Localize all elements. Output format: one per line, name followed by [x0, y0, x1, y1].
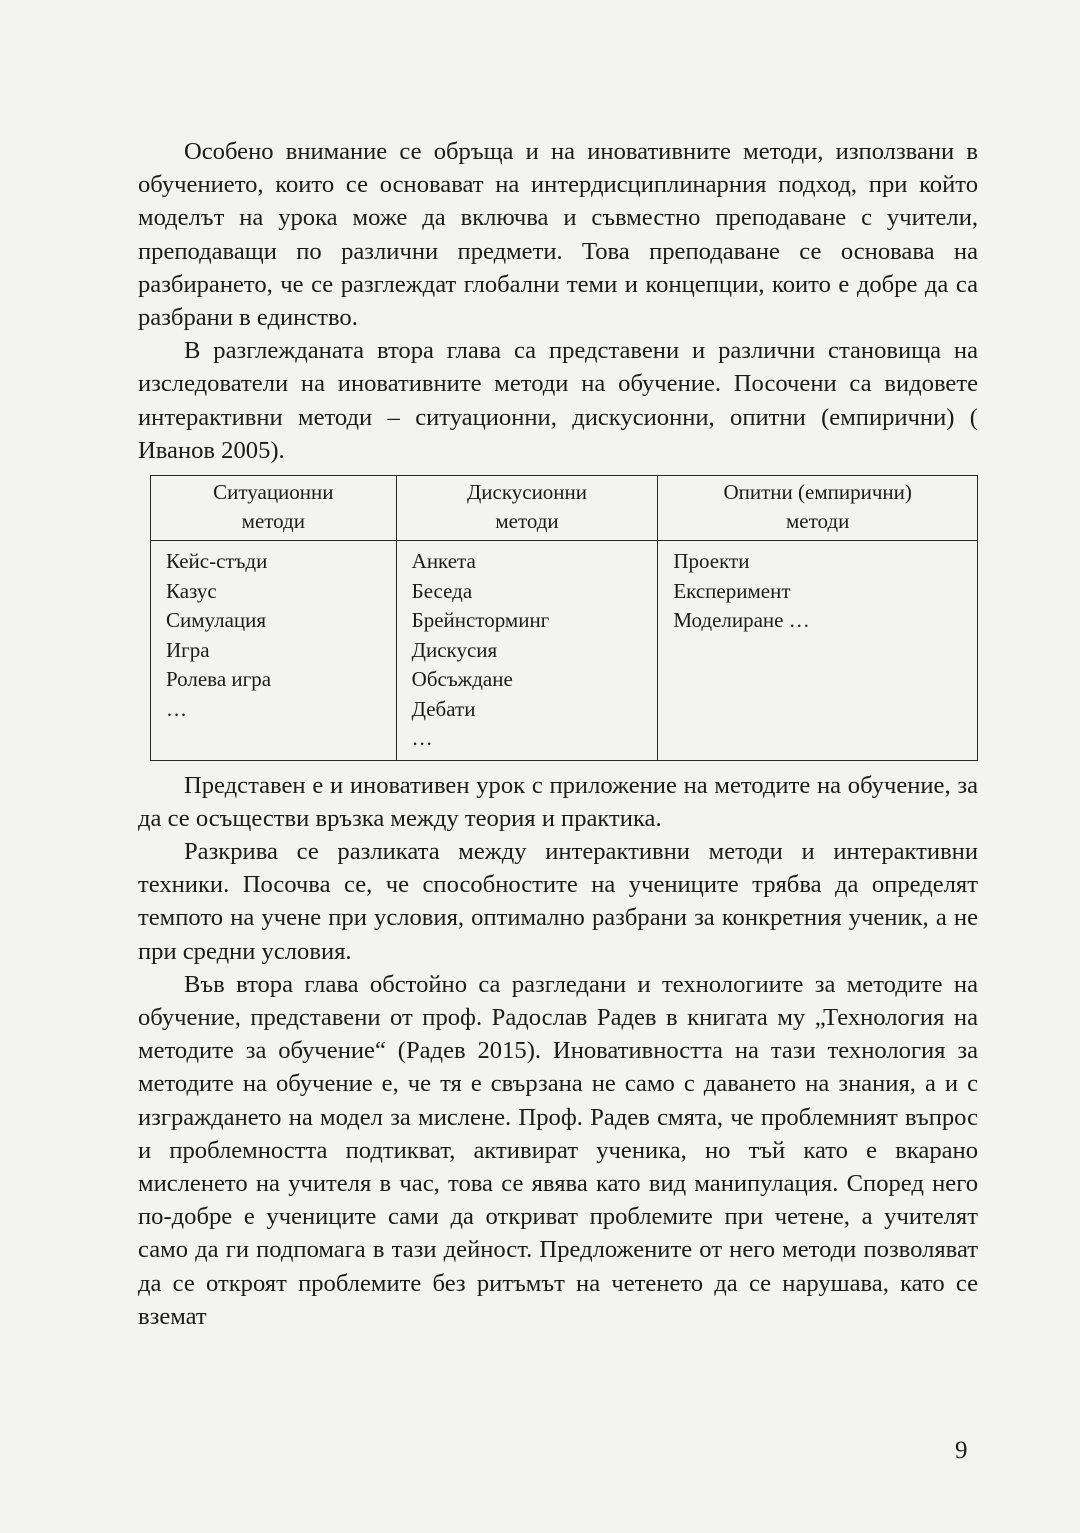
list-item: Моделиране …	[673, 608, 810, 633]
page-body	[138, 135, 978, 1333]
header-empirical-methods	[658, 476, 978, 541]
list-item: Експеримент	[673, 578, 791, 603]
header-line: Ситуационни	[213, 480, 334, 505]
discussion-methods-cell	[396, 541, 658, 761]
list-item: Игра	[166, 637, 210, 662]
header-line: методи	[786, 509, 850, 534]
list-item: Симулация	[166, 608, 267, 633]
table-header-row	[151, 476, 978, 541]
list-item: Дискусия	[411, 637, 498, 662]
paragraph-radev-technology: Във втора глава обстойно са разгледани и технологиите за методите на обучение, представени от проф. Радослав Радев в книгата му „Технология на методите за обучение“ (Радев 2015). Иновативността на тази технология за методите на обучение е, че тя е свързана не само с даването на знания, а и с изграждането на модел за мислене. Проф. Радев смята, че проблемният въпрос и проблемността подтикват, активират ученика, но тъй като е вкарано мисленето на учителя в час, това се явява като вид манипулация. Според него по-добре е учениците сами да откриват проблемите при четене, а учителят само да ги подпомага в тази дейност. Предложените от него методи позволяват да се откроят проблемите без ритъмът на четенето да се нарушава, като се вземат	[138, 970, 978, 1330]
paragraph-innovative-methods: Особено внимание се обръща и на иновативните методи, използвани в обучението, които се основават на интердисциплинарния подход, при който моделът на урока може да включва и съвместно преподаване с учители, преподаващи по различни предмети. Това преподаване се основава на разбирането, че се разглеждат глобални теми и концепции, които е добре да са разбрани в единство.	[138, 138, 978, 332]
list-item: Брейнсторминг	[411, 608, 550, 633]
list-item: Дебати	[411, 696, 476, 721]
page-number: 9	[955, 1437, 968, 1464]
empirical-methods-cell	[658, 541, 978, 761]
situational-methods-cell	[151, 541, 397, 761]
list-item: Ролева игра	[166, 667, 272, 692]
list-item: Проекти	[673, 549, 750, 574]
list-item: Обсъждане	[411, 667, 513, 692]
paragraph-second-chapter: В разглежданата втора глава са представени и различни становища на изследователи на иновативните методи на обучение. Посочени са видовете интерактивни методи – ситуационни, дискусионни, опитни (емпирични) ( Иванов 2005).	[138, 337, 978, 464]
list-item: Беседа	[411, 578, 473, 603]
list-item: Казус	[166, 578, 217, 603]
header-line: методи	[495, 509, 559, 534]
header-line: Дискусионни	[466, 480, 588, 505]
header-situational-methods	[151, 476, 397, 541]
list-item: …	[411, 726, 433, 751]
list-item: Анкета	[411, 549, 476, 574]
methods-table	[150, 475, 978, 761]
list-item: …	[166, 696, 187, 721]
table-row	[151, 541, 978, 761]
header-discussion-methods	[396, 476, 658, 541]
list-item: Кейс-стъди	[166, 549, 268, 574]
paragraph-methods-vs-techniques: Разкрива се разликата между интерактивни методи и интерактивни техники. Посочва се, че способностите на учениците трябва да определят темпото на учене при условия, оптимално разбрани за конкретния ученик, а не при средни условия.	[138, 837, 978, 965]
header-line: Опитни (емпирични)	[723, 480, 912, 505]
header-line: методи	[241, 509, 305, 534]
paragraph-innovative-lesson: Представен е и иновативен урок с приложение на методите на обучение, за да се осъществи връзка между теория и практика.	[138, 771, 978, 832]
